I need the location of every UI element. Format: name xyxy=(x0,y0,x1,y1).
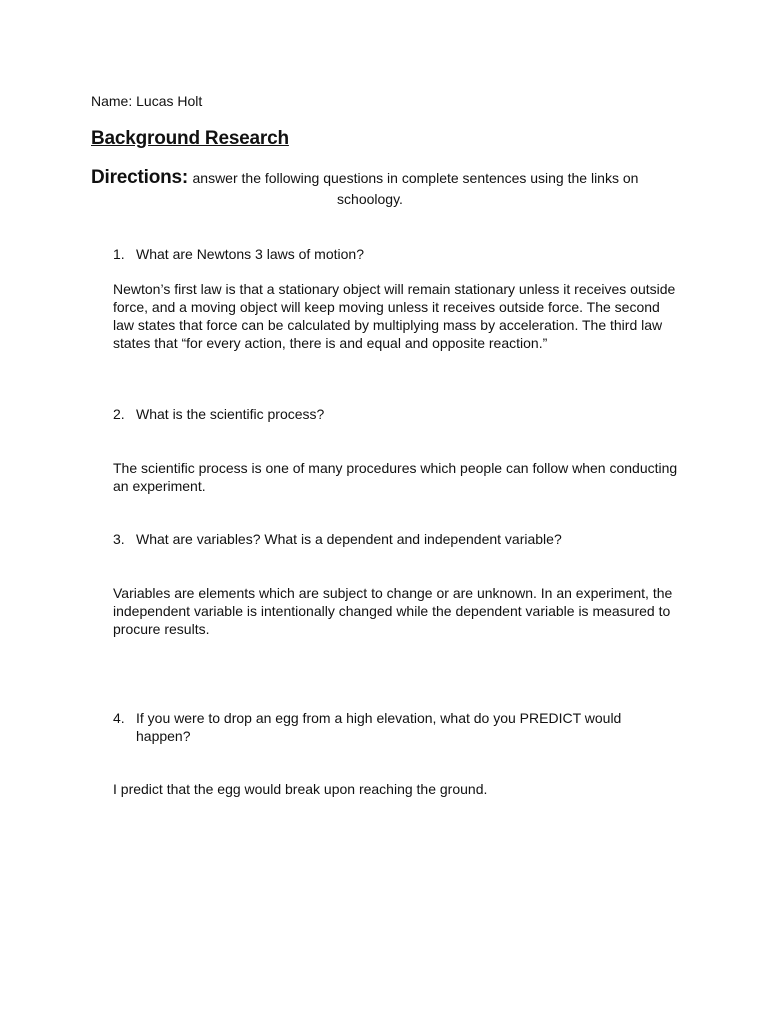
directions-text-line2: schoology. xyxy=(337,191,403,207)
question-text: If you were to drop an egg from a high elevation, what do you PREDICT would happen? xyxy=(136,710,622,744)
question-number: 2. xyxy=(113,406,125,422)
page-title: Background Research xyxy=(91,128,289,149)
answer-3: Variables are elements which are subject to change or are unknown. In an experiment, the independent variable is intentionally changed while the dependent variable is measured to procure results. xyxy=(113,585,673,637)
directions-block xyxy=(91,167,691,207)
answer-2: The scientific process is one of many procedures which people can follow when conducting an experiment. xyxy=(113,460,678,494)
answer-1: Newton’s first law is that a stationary object will remain stationary unless it receives outside force, and a moving object will keep moving unless it receives outside force. The second law states that force can be calculated by multiplying mass by acceleration. The third law states that “for every action, there is and equal and opposite reaction.” xyxy=(113,281,676,351)
question-number: 4. xyxy=(113,710,125,726)
question-text: What are variables? What is a dependent and independent variable? xyxy=(136,531,562,547)
question-number: 1. xyxy=(113,246,125,262)
student-name: Name: Lucas Holt xyxy=(91,93,203,109)
directions-heading: Directions: xyxy=(91,167,189,188)
question-number: 3. xyxy=(113,531,125,547)
question-text: What are Newtons 3 laws of motion? xyxy=(136,246,364,262)
directions-text: answer the following questions in complete sentences using the links on xyxy=(192,170,639,186)
answer-4: I predict that the egg would break upon reaching the ground. xyxy=(113,781,488,797)
question-text: What is the scientific process? xyxy=(136,406,325,422)
